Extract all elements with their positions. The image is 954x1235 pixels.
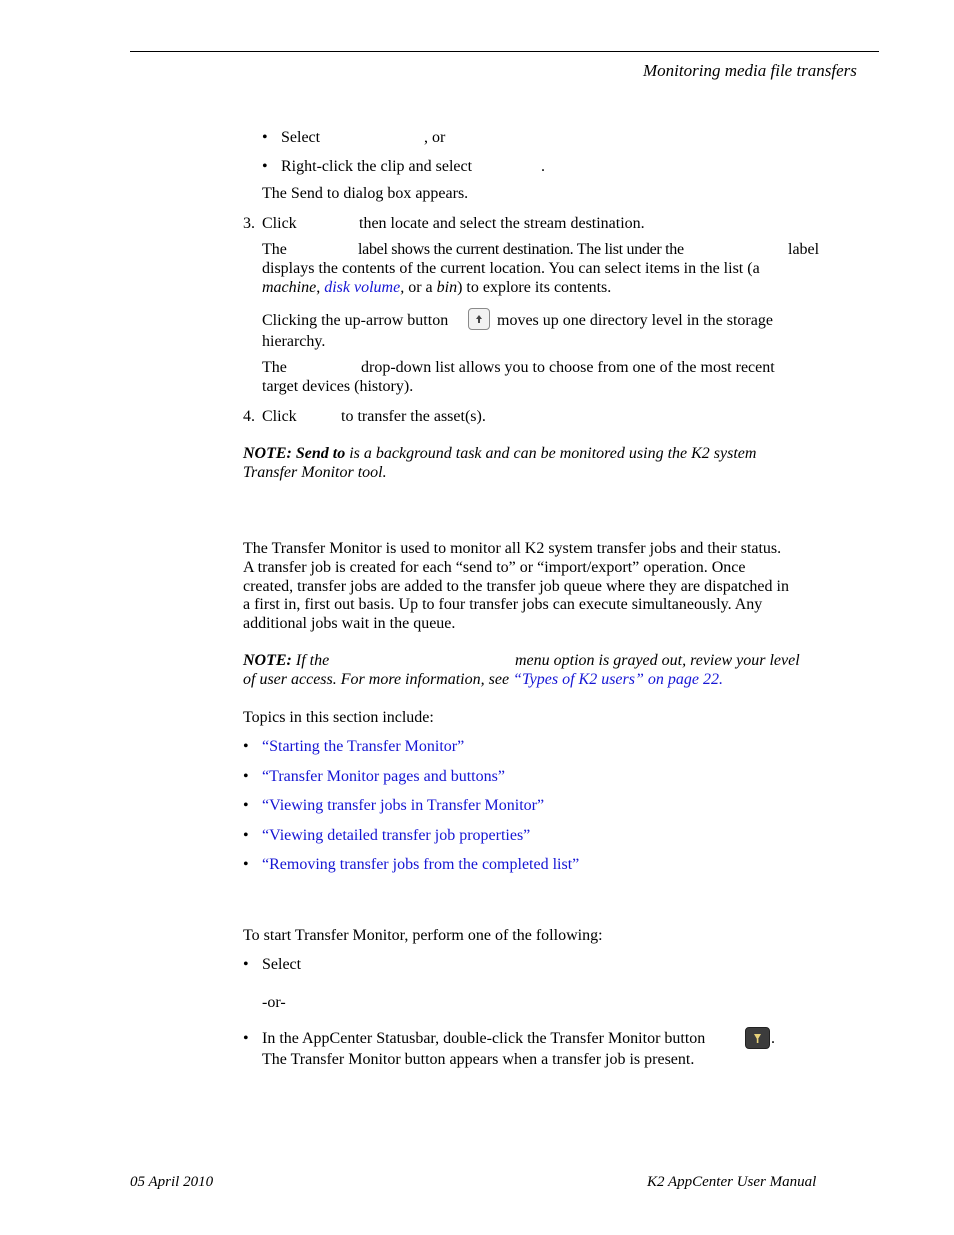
period-text: . bbox=[541, 158, 545, 175]
bullet-glyph: • bbox=[243, 738, 249, 755]
explore-text: ) to explore its contents. bbox=[457, 279, 612, 296]
topics-intro: Topics in this section include: bbox=[243, 709, 434, 726]
note1-text: is a background task and can be monitored using the K2 system bbox=[349, 445, 757, 462]
up-arrow-text: Clicking the up-arrow button bbox=[262, 312, 449, 329]
select-text: Select bbox=[281, 129, 321, 146]
step3-p1-label-text: label shows the current destination. The list under the bbox=[358, 241, 684, 258]
button-appears-text: The Transfer Monitor button appears when a transfer job is present. bbox=[262, 1051, 695, 1068]
send-to-term: Send to bbox=[295, 445, 346, 462]
bullet-glyph: • bbox=[243, 768, 249, 785]
period: . bbox=[718, 671, 723, 688]
step3-click: Click bbox=[262, 215, 297, 232]
step3-p3-the: The bbox=[262, 359, 287, 376]
bullet-glyph: • bbox=[262, 158, 268, 175]
or-separator: -or- bbox=[262, 994, 286, 1011]
step3-text: then locate and select the stream destination. bbox=[359, 215, 645, 232]
note1-line2: Transfer Monitor tool. bbox=[243, 464, 387, 481]
step4-text: to transfer the asset(s). bbox=[341, 408, 486, 425]
intro-line2: A transfer job is created for each “send to” or “import/export” operation. Once bbox=[243, 559, 746, 576]
note-label: NOTE: bbox=[243, 652, 292, 669]
bullet-glyph: • bbox=[243, 1030, 249, 1047]
topic-link-starting[interactable]: “Starting the Transfer Monitor” bbox=[262, 738, 465, 755]
header-rule bbox=[130, 51, 879, 52]
types-of-users-link[interactable]: “Types of K2 users” on page 22 bbox=[513, 671, 719, 688]
statusbar-period: . bbox=[771, 1030, 775, 1047]
note2-see-text: of user access. For more information, see bbox=[243, 671, 510, 688]
intro-line4: a first in, first out basis. Up to four transfer jobs can execute simultaneously. Any bbox=[243, 596, 763, 613]
up-arrow-icon bbox=[468, 308, 490, 330]
step3-p1-the: The bbox=[262, 241, 287, 258]
comma: , bbox=[316, 279, 321, 296]
send-dialog-text: The Send to dialog box appears. bbox=[262, 185, 469, 202]
bullet-glyph: • bbox=[243, 956, 249, 973]
machine-term: machine bbox=[262, 279, 317, 296]
step3-p1-line3 bbox=[262, 278, 611, 297]
bullet-glyph: • bbox=[243, 856, 249, 873]
note2-label-line bbox=[243, 651, 329, 670]
intro-line3: created, transfer jobs are added to the transfer job queue where they are dispatched in bbox=[243, 578, 789, 595]
step4-number: 4. bbox=[243, 408, 255, 425]
transfer-monitor-icon[interactable] bbox=[745, 1027, 770, 1049]
note2-line1-end: menu option is grayed out, review your level bbox=[515, 652, 800, 669]
footer-manual-title: K2 AppCenter User Manual bbox=[647, 1174, 817, 1190]
or-text: , or bbox=[424, 129, 446, 146]
or-a-text: or a bbox=[408, 279, 433, 296]
comma: , bbox=[400, 279, 405, 296]
intro-line5: additional jobs wait in the queue. bbox=[243, 615, 456, 632]
dropdown-text: drop-down list allows you to choose from one of the most recent bbox=[361, 359, 775, 376]
right-click-text: Right-click the clip and select bbox=[281, 158, 473, 175]
step4-click: Click bbox=[262, 408, 297, 425]
step3-p1-line2: displays the contents of the current location. You can select items in the list (a bbox=[262, 260, 760, 277]
topic-link-removing-jobs[interactable]: “Removing transfer jobs from the completed list” bbox=[262, 856, 580, 873]
note1-line1 bbox=[243, 444, 756, 463]
disk-volume-link[interactable]: disk volume bbox=[324, 279, 401, 296]
topic-link-job-properties[interactable]: “Viewing detailed transfer job properties” bbox=[262, 827, 531, 844]
bin-term: bin bbox=[436, 279, 458, 296]
running-header: Monitoring media file transfers bbox=[643, 61, 857, 80]
statusbar-text: In the AppCenter Statusbar, double-click the Transfer Monitor button bbox=[262, 1030, 706, 1047]
note2-if-the: If the bbox=[295, 652, 330, 669]
hierarchy-text: hierarchy. bbox=[262, 333, 326, 350]
footer-date: 05 April 2010 bbox=[130, 1174, 214, 1190]
up-arrow-text-2: moves up one directory level in the storage bbox=[497, 312, 773, 329]
note-label: NOTE: bbox=[243, 445, 292, 462]
step3-p1-label: label bbox=[788, 241, 820, 258]
bullet-glyph: • bbox=[262, 129, 268, 146]
note2-line2 bbox=[243, 670, 723, 689]
start-intro: To start Transfer Monitor, perform one of the following: bbox=[243, 927, 603, 944]
step3-number: 3. bbox=[243, 215, 255, 232]
intro-line1: The Transfer Monitor is used to monitor all K2 system transfer jobs and their status. bbox=[243, 540, 782, 557]
start-select: Select bbox=[262, 956, 302, 973]
bullet-glyph: • bbox=[243, 827, 249, 844]
topic-link-pages-buttons[interactable]: “Transfer Monitor pages and buttons” bbox=[262, 768, 505, 785]
topic-link-viewing-jobs[interactable]: “Viewing transfer jobs in Transfer Monitor” bbox=[262, 797, 545, 814]
history-text: target devices (history). bbox=[262, 378, 414, 395]
bullet-glyph: • bbox=[243, 797, 249, 814]
